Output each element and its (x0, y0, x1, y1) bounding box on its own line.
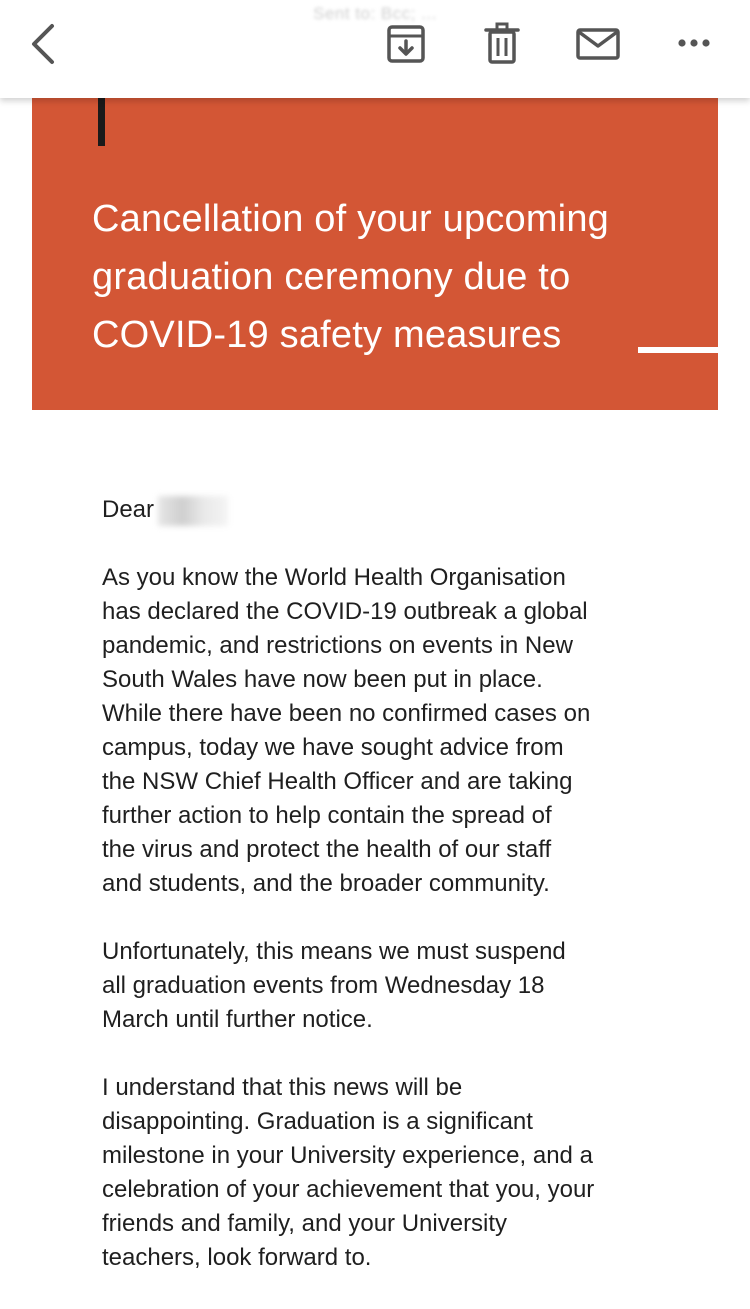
banner-title-line: Cancellation of your upcoming (92, 198, 609, 240)
banner-title (92, 190, 682, 364)
paragraph-line: teachers, look forward to. (102, 1244, 372, 1271)
more-icon (672, 28, 716, 58)
email-paragraph (102, 561, 702, 901)
email-paragraph (102, 935, 702, 1037)
email-toolbar (0, 0, 750, 98)
back-icon (22, 18, 66, 70)
paragraph-line: has declared the COVID-19 outbreak a global (102, 598, 588, 625)
more-options-button[interactable] (672, 28, 716, 58)
back-button[interactable] (22, 18, 66, 70)
banner-title-line: graduation ceremony due to (92, 256, 571, 298)
email-paragraph (102, 1071, 702, 1275)
paragraph-line: all graduation events from Wednesday 18 (102, 972, 545, 999)
paragraph-line: celebration of your achievement that you, your (102, 1176, 595, 1203)
delete-button[interactable] (480, 20, 524, 66)
mail-icon (574, 24, 622, 64)
redacted-recipient-name (158, 496, 228, 526)
paragraph-line: South Wales have now been put in place. (102, 666, 543, 693)
paragraph-line: the NSW Chief Health Officer and are taking (102, 768, 573, 795)
email-body (102, 493, 702, 1309)
paragraph-line: campus, today we have sought advice from (102, 734, 564, 761)
banner-accent-line (638, 347, 718, 353)
paragraph-line: March until further notice. (102, 1006, 373, 1033)
paragraph-line: disappointing. Graduation is a significant (102, 1108, 533, 1135)
greeting-text: Dear (102, 496, 155, 523)
paragraph-line: milestone in your University experience, and a (102, 1142, 593, 1169)
trash-icon (480, 20, 524, 66)
paragraph-line: Unfortunately, this means we must suspend (102, 938, 566, 965)
archive-button[interactable] (384, 22, 428, 66)
paragraph-line: and students, and the broader community. (102, 870, 550, 897)
archive-icon (384, 22, 428, 66)
paragraph-line: As you know the World Health Organisation (102, 564, 566, 591)
toolbar-ghost-title: Sent to: Bcc; ... (313, 4, 437, 23)
email-banner (32, 98, 718, 410)
email-greeting (102, 493, 702, 527)
paragraph-line: friends and family, and your University (102, 1210, 508, 1237)
paragraph-line: pandemic, and restrictions on events in New (102, 632, 573, 659)
paragraph-line: I understand that this news will be (102, 1074, 463, 1101)
paragraph-line: further action to help contain the spread of (102, 802, 552, 829)
banner-accent-bar (98, 98, 105, 146)
mark-unread-button[interactable] (574, 24, 622, 64)
paragraph-line: While there have been no confirmed cases on (102, 700, 591, 727)
paragraph-line: the virus and protect the health of our staff (102, 836, 552, 863)
banner-title-line: COVID-19 safety measures (92, 314, 562, 356)
